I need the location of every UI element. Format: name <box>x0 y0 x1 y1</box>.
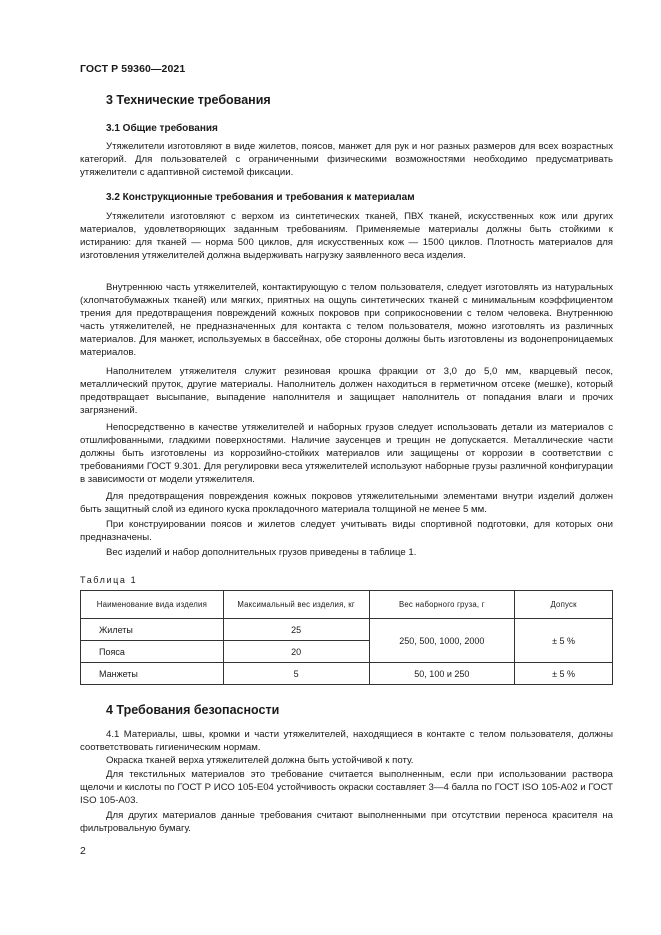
table-cell: 5 <box>223 663 369 685</box>
document-code: ГОСТ Р 59360—2021 <box>80 63 186 75</box>
table-1-caption: Таблица 1 <box>80 575 138 585</box>
paragraph-3-2-6: При конструировании поясов и жилетов следует учитывать виды спортивной подготовки, для которых они предназначены. <box>80 519 613 543</box>
table-cell: 20 <box>223 641 369 663</box>
section-4-title: 4 Требования безопасности <box>106 703 280 717</box>
paragraph-3-1: Утяжелители изготовляют в виде жилетов, поясов, манжет для рук и ног разных размеров для всех возрастных категорий. Для пользователей с ограниченными физическими возможностями необходимо предусматривать утяжелители с адаптивной системой фиксации. <box>80 141 613 178</box>
paragraph-3-2-1: Утяжелители изготовляют с верхом из синтетических тканей, ПВХ тканей, искусственных кож или других материалов, удовлетворяющих заданным требованиям. Применяемые материалы должны быть стойкими к истиранию: для тканей — норма 500 циклов, для искусственных кож — 1500 циклов. Плотность материалов для изготовления утяжелителей должна выдерживать нагрузку заявленного веса изделия. <box>80 211 613 261</box>
table-cell: 50, 100 и 250 <box>369 663 515 685</box>
table-header-cell: Наименование вида изделия <box>81 591 224 619</box>
paragraph-4-3: Для текстильных материалов это требование считается выполненным, если при использовании раствора щелочи и кислоты по ГОСТ Р ИСО 105-Е04 устойчивость окраски составляет 3—4 балла по ГОСТ ISO 105-A02 и ГОСТ ISO 105-A03. <box>80 769 613 806</box>
table-cell: Манжеты <box>81 663 224 685</box>
section-3-title: 3 Технические требования <box>106 93 271 107</box>
table-header-cell: Вес наборного груза, г <box>369 591 515 619</box>
table-1 <box>80 590 613 685</box>
paragraph-3-2-7: Вес изделий и набор дополнительных грузов приведены в таблице 1. <box>106 547 417 558</box>
paragraph-4-1: 4.1 Материалы, швы, кромки и части утяжелителей, находящиеся в контакте с телом пользователя, должны соответствовать гигиеническим нормам. <box>80 729 613 753</box>
table-header-cell: Максимальный вес изделия, кг <box>223 591 369 619</box>
paragraph-4-2: Окраска тканей верха утяжелителей должна быть устойчивой к поту. <box>106 755 414 766</box>
table-row <box>81 619 613 641</box>
table-cell: Жилеты <box>81 619 224 641</box>
table-cell: 25 <box>223 619 369 641</box>
paragraph-3-2-4: Непосредственно в качестве утяжелителей и наборных грузов следует использовать детали из материалов с отшлифованными, гладкими поверхностями. Наличие заусенцев и трещин не допускается. Металлические части должны быть изготовлены из коррозийно-стойких материалов или защищены от коррозии в соответствии с требованиями ГОСТ 9.301. Для регулировки веса утяжелителей используют наборные грузы различной конфигурации в зависимости от модели утяжелителя. <box>80 422 613 485</box>
table-header-cell: Допуск <box>515 591 613 619</box>
table-cell: 250, 500, 1000, 2000 <box>369 619 515 663</box>
section-3-1-title: 3.1 Общие требования <box>106 123 218 134</box>
paragraph-3-2-3: Наполнителем утяжелителя служит резиновая крошка фракции от 3,0 до 5,0 мм, кварцевый песок, металлический пруток, другие материалы. Наполнитель должен находиться в герметичном отсеке (мешке), который предотвращает высыпание, выпадение наполнителя и защищает наполнитель от попадания влаги и прочих загрязнений. <box>80 366 613 416</box>
paragraph-4-4: Для других материалов данные требования считают выполненными при отсутствии переноса красителя на фильтровальную бумагу. <box>80 810 613 834</box>
table-cell: ± 5 % <box>515 619 613 663</box>
table-cell: ± 5 % <box>515 663 613 685</box>
table-row <box>81 663 613 685</box>
table-cell: Пояса <box>81 641 224 663</box>
page-number: 2 <box>80 845 86 857</box>
paragraph-3-2-5: Для предотвращения повреждения кожных покровов утяжелительными элементами внутри изделий должен быть защитный слой из единого куска прокладочного материала толщиной не менее 5 мм. <box>80 491 613 515</box>
table-header-row <box>81 591 613 619</box>
section-3-2-title: 3.2 Конструкционные требования и требования к материалам <box>106 192 415 203</box>
paragraph-3-2-2: Внутреннюю часть утяжелителей, контактирующую с телом пользователя, следует изготовлять из натуральных (хлопчатобумажных тканей) или мягких, приятных на ощупь синтетических тканей с минимальным коэффициентом трения для предотвращения повреждений кожных покровов при соприкосновении с телом человека. Внутреннюю часть утяжелителей, не предназначенных для контакта с телом пользователя, можно изготовлять из различных материалов. Для манжет, используемых в бассейнах, обе стороны должны быть изготовлены из водонепроницаемых материалов. <box>80 282 613 358</box>
